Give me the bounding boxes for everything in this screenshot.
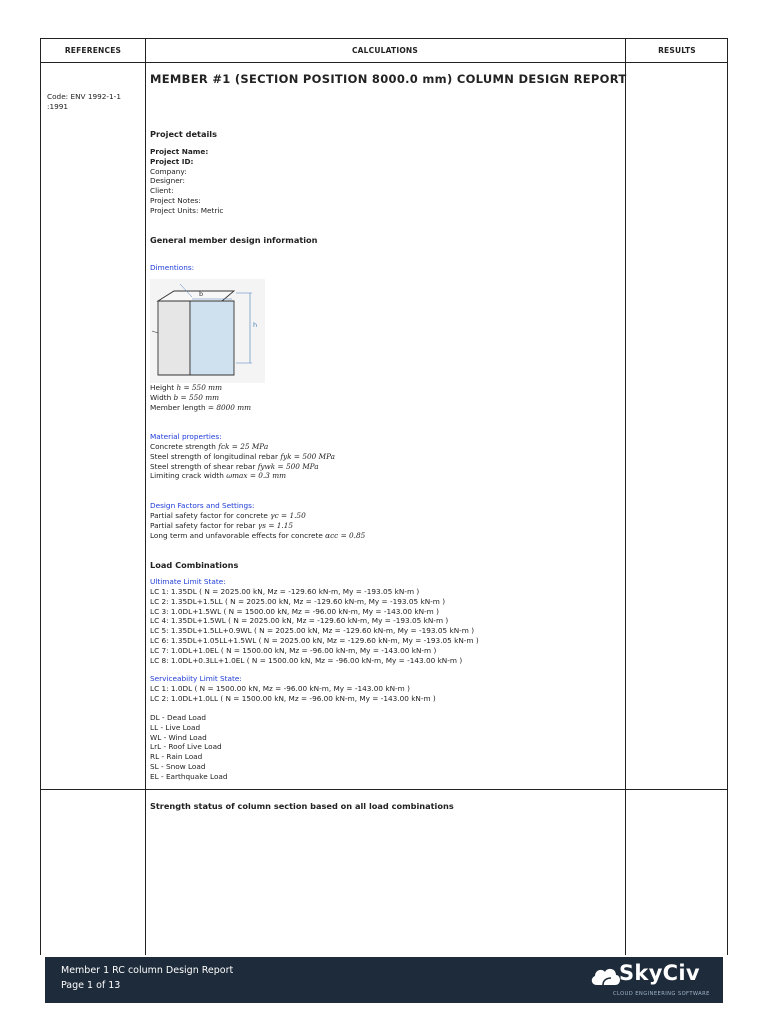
design-code-line: Code: ENV 1992-1-1 xyxy=(47,92,121,101)
material-heading: Material properties: xyxy=(150,432,222,441)
load-legend-item: LL - Live Load xyxy=(150,722,201,732)
project-units: Project Units: Metric xyxy=(150,205,224,215)
col-header-results: RESULTS xyxy=(658,46,696,55)
project-client: Client: xyxy=(150,186,174,196)
column-divider xyxy=(145,39,146,955)
factor-value: γc = 1.50 xyxy=(270,511,306,520)
design-code xyxy=(47,92,121,112)
load-combination-item: LC 2: 1.0DL+1.0LL ( N = 1500.00 kN, Mz = -96.00 kN-m, My = -143.00 kN-m ) xyxy=(150,693,436,703)
height-label: Height xyxy=(150,383,175,392)
strength-status-heading: Strength status of column section based on all load combinations xyxy=(150,801,454,811)
factor-label: Long term and unfavorable effects for concrete xyxy=(150,530,323,540)
material-value: fyk = 500 MPa xyxy=(280,451,336,461)
factors-heading: Design Factors and Settings: xyxy=(150,501,255,510)
material-value: fywk = 500 MPa xyxy=(257,461,319,471)
skyciv-logo: SkyCiv xyxy=(619,961,700,985)
project-designer: Designer: xyxy=(150,176,186,186)
load-combination-item: LC 3: 1.0DL+1.5WL ( N = 1500.00 kN, Mz = -96.00 kN-m, My = -143.00 kN-m ) xyxy=(150,606,439,616)
project-name-label: Project Name: xyxy=(150,147,209,156)
skyciv-cloud-icon xyxy=(589,963,623,989)
load-legend xyxy=(150,713,228,782)
load-legend-item: SL - Snow Load xyxy=(150,761,206,771)
load-combination-item: LC 2: 1.35DL+1.5LL ( N = 2025.00 kN, Mz = -129.60 kN-m, My = -193.05 kN-m ) xyxy=(150,596,446,606)
col-header-references: REFERENCES xyxy=(64,46,122,55)
uls-list xyxy=(150,587,479,665)
material-label: Limiting crack width xyxy=(150,471,224,481)
header-divider xyxy=(41,62,727,63)
material-label: Concrete strength xyxy=(150,442,216,451)
report-title: MEMBER #1 (SECTION POSITION 8000.0 mm) COLUMN DESIGN REPORT xyxy=(150,72,627,86)
factor-value: αcc = 0.85 xyxy=(325,530,366,540)
load-combination-item: LC 1: 1.0DL ( N = 1500.00 kN, Mz = -96.00 kN-m, My = -143.00 kN-m ) xyxy=(150,684,410,693)
project-details-heading: Project details xyxy=(150,129,217,139)
width-label: Width xyxy=(150,392,172,402)
report-table xyxy=(40,38,728,955)
design-code-line: :1991 xyxy=(47,101,69,111)
factor-label: Partial safety factor for rebar xyxy=(150,520,256,530)
uls-heading: Ultimate Limit State: xyxy=(150,577,226,586)
load-combination-item: LC 7: 1.0DL+1.0EL ( N = 1500.00 kN, Mz = -96.00 kN-m, My = -143.00 kN-m ) xyxy=(150,645,437,655)
material-label: Steel strength of shear rebar xyxy=(150,461,256,471)
load-combination-item: LC 5: 1.35DL+1.5LL+0.9WL ( N = 2025.00 kN, Mz = -129.60 kN-m, My = -193.05 kN-m ) xyxy=(150,626,475,636)
project-company: Company: xyxy=(150,166,187,176)
load-combination-item: LC 4: 1.35DL+1.5WL ( N = 2025.00 kN, Mz = -129.60 kN-m, My = -193.05 kN-m ) xyxy=(150,616,449,626)
material-label: Steel strength of longitudinal rebar xyxy=(150,451,279,461)
diagram-label-h: h xyxy=(253,321,258,329)
sls-list xyxy=(150,684,436,704)
load-legend-item: WL - Wind Load xyxy=(150,732,207,742)
material-value: ωmax = 0.3 mm xyxy=(226,471,287,481)
width-value: b = 550 mm xyxy=(173,392,220,402)
load-combinations-heading: Load Combinations xyxy=(150,560,239,570)
load-combination-item: LC 8: 1.0DL+0.3LL+1.0EL ( N = 1500.00 kN, Mz = -96.00 kN-m, My = -143.00 kN-m ) xyxy=(150,655,463,665)
project-notes: Project Notes: xyxy=(150,195,201,205)
load-combination-item: LC 1: 1.35DL ( N = 2025.00 kN, Mz = -129.60 kN-m, My = -193.05 kN-m ) xyxy=(150,587,420,596)
footer-page-number: Page 1 of 13 xyxy=(61,980,121,991)
page-footer xyxy=(45,957,723,1003)
load-legend-item: RL - Rain Load xyxy=(150,752,203,762)
factors-list xyxy=(150,511,365,540)
sls-heading: Serviceabiity Limit State: xyxy=(150,674,242,683)
column-dimensions-diagram xyxy=(150,279,265,383)
material-list xyxy=(150,442,335,481)
load-legend-item: LrL - Roof Live Load xyxy=(150,742,222,752)
footer-report-name: Member 1 RC column Design Report xyxy=(61,965,234,976)
dimensions-heading: Dimentions: xyxy=(150,263,195,272)
height-value: h = 550 mm xyxy=(176,383,222,392)
col-header-calculations: CALCULATIONS xyxy=(351,46,419,55)
column-divider xyxy=(625,39,626,955)
factor-label: Partial safety factor for concrete xyxy=(150,511,268,520)
length-value: 8000 mm xyxy=(216,402,252,412)
project-details xyxy=(150,147,223,216)
factor-value: γs = 1.15 xyxy=(257,520,293,530)
skyciv-tagline: CLOUD ENGINEERING SOFTWARE xyxy=(613,991,710,997)
material-value: fck = 25 MPa xyxy=(218,442,269,451)
length-label: Member length = xyxy=(150,402,215,412)
load-combination-item: LC 6: 1.35DL+1.05LL+1.5WL ( N = 2025.00 kN, Mz = -129.60 kN-m, My = -193.05 kN-m ) xyxy=(150,635,479,645)
load-legend-item: DL - Dead Load xyxy=(150,713,206,722)
dimension-values xyxy=(150,383,251,412)
load-legend-item: EL - Earthquake Load xyxy=(150,771,228,781)
diagram-label-b: b xyxy=(199,290,204,298)
row-divider xyxy=(41,789,727,790)
general-info-heading: General member design information xyxy=(150,235,318,245)
project-id-label: Project ID: xyxy=(150,156,194,166)
